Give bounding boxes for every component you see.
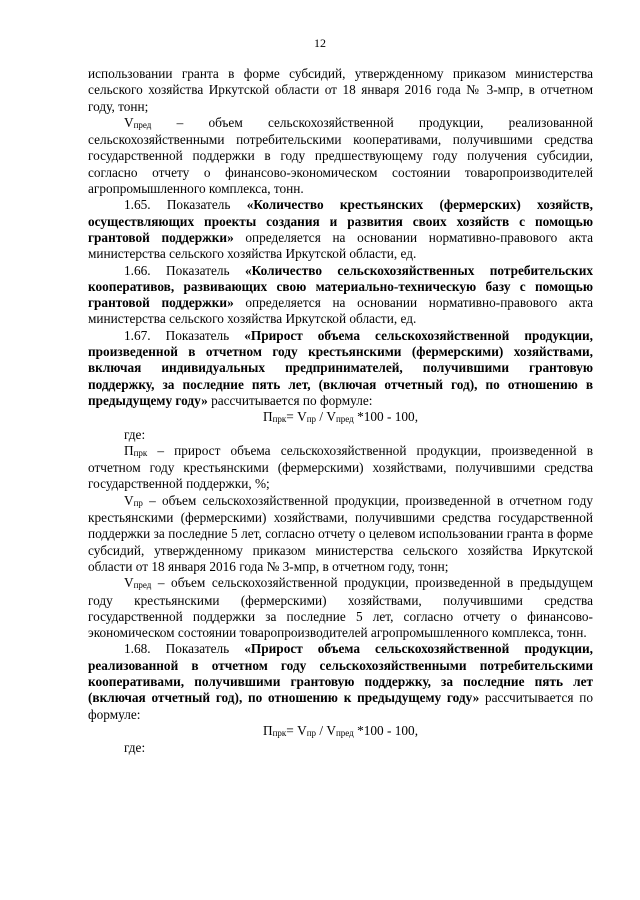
- symbol-subscript: пр: [133, 497, 143, 508]
- paragraph-1-68: [88, 641, 593, 722]
- paragraph-lead: 1.67. Показатель: [124, 327, 245, 343]
- paragraph-1-65: [88, 197, 593, 262]
- formula-subscript: прк: [272, 414, 287, 425]
- paragraph-text: – объем сельскохозяйственной продукции, произведенной в отчетном году крестьянскими (фермерскими) хозяйствами, получившими средства государственной поддержки за последние 5 лет, согласно отчету о целевом использовании гранта в форме субсидий, утвержденному приказом министерства сельского хозяйства Иркутской области от 18 января 2016 года № 3-мпр, в отчетном году, тонн;: [88, 492, 593, 574]
- indicator-title: «Прирост объема сельскохозяйственной продукции, произведенной в отчетном году крестьянскими (фермерскими) хозяйствами, включая индивидуальных предпринимателей, получившими грантовую поддержку, за последние пять лет, (включая отчетный год), по отношению в предыдущему году»: [88, 327, 593, 408]
- formula-part: = V: [286, 409, 307, 425]
- formula-subscript: пр: [306, 727, 317, 738]
- symbol: П: [124, 442, 134, 458]
- where-label: где:: [124, 426, 146, 442]
- paragraph-1-66: [88, 263, 593, 328]
- paragraph-text: – объем сельскохозяйственной продукции, реализованной сельскохозяйственными потребительскими кооперативами, получившими средства государственной поддержки в году предшествующему году получения субсидии, согласно отчету о финансово-экономическом состоянии товаропроизводителей агропромышленного комплекса, тонн.: [88, 114, 593, 197]
- symbol: V: [124, 575, 134, 591]
- paragraph-v-pr-definition: [88, 493, 593, 575]
- indicator-title: «Количество крестьянских (фермерских) хозяйств, осуществляющих проекты создания и развития своих хозяйств с помощью грантовой поддержки»: [88, 197, 593, 245]
- paragraph-text: использовании гранта в форме субсидий, утвержденному приказом министерства сельского хозяйства Иркутской области от 18 января 2016 года № 3-мпр, в отчетном году, тонн;: [88, 66, 593, 114]
- paragraph-lead: 1.65. Показатель: [124, 197, 247, 213]
- symbol-subscript: пред: [133, 580, 152, 591]
- formula-subscript: пр: [306, 414, 317, 425]
- paragraph-p-prk-definition: [88, 443, 593, 493]
- paragraph-text: определяется на основании нормативно-правового акта министерства сельского хозяйства Иркутской области, ед.: [88, 295, 593, 327]
- formula-part: П: [262, 409, 273, 425]
- paragraph-text: рассчитывается по формуле:: [88, 690, 593, 722]
- formula-part: *100 - 100,: [353, 409, 419, 425]
- paragraph-text: рассчитывается по формуле:: [207, 392, 373, 408]
- formula-part: *100 - 100,: [353, 722, 419, 738]
- formula-subscript: прк: [272, 727, 287, 738]
- document-body: [88, 66, 593, 756]
- paragraph-text: – объем сельскохозяйственной продукции, произведенной в предыдущем году крестьянскими (фермерскими) хозяйствами, получившими средства государственной поддержки за последние 5 лет, согласно отчету о финансово-экономическом состоянии товаропроизводителей агропромышленного комплекса, тонн.: [88, 575, 593, 641]
- indicator-title: «Прирост объема сельскохозяйственной продукции, реализованной в отчетном году сельскохозяйственными потребительскими кооперативами, получившими грантовую поддержку, за последние пять лет (включая отчетный год), по отношению к предыдущему году»: [88, 641, 593, 706]
- paragraph-text: – прирост объема сельскохозяйственной продукции, произведенной в отчетном году крестьянскими (фермерскими) хозяйствами, получившими средства государственной поддержки, %;: [88, 442, 593, 492]
- formula-part: = V: [286, 722, 307, 738]
- formula-2: [88, 723, 593, 740]
- formula-1: [88, 409, 593, 426]
- page-number: 12: [314, 36, 326, 50]
- paragraph-text: определяется на основании нормативно-правового акта министерства сельского хозяйства Иркутской области, ед.: [88, 229, 593, 262]
- where-label: где:: [124, 740, 146, 756]
- symbol: V: [124, 114, 134, 130]
- symbol-subscript: прк: [133, 447, 148, 458]
- paragraph-v-pred-definition: [88, 115, 593, 197]
- indicator-title: «Количество сельскохозяйственных потребительских кооперативов, развивающих свою материально-техническую базу с помощью грантовой поддержки»: [88, 262, 593, 311]
- formula-part: / V: [316, 722, 336, 738]
- symbol-subscript: пред: [133, 119, 152, 130]
- paragraph-1-67: [88, 328, 593, 409]
- paragraph-lead: 1.68. Показатель: [124, 641, 245, 657]
- symbol: V: [124, 492, 134, 508]
- paragraph-v-pred-definition-2: [88, 575, 593, 641]
- paragraph-lead: 1.66. Показатель: [124, 262, 246, 278]
- formula-subscript: пред: [335, 727, 354, 738]
- formula-subscript: пред: [335, 414, 354, 425]
- formula-part: П: [262, 722, 273, 738]
- paragraph-continuation: [88, 66, 593, 115]
- formula-part: / V: [316, 409, 336, 425]
